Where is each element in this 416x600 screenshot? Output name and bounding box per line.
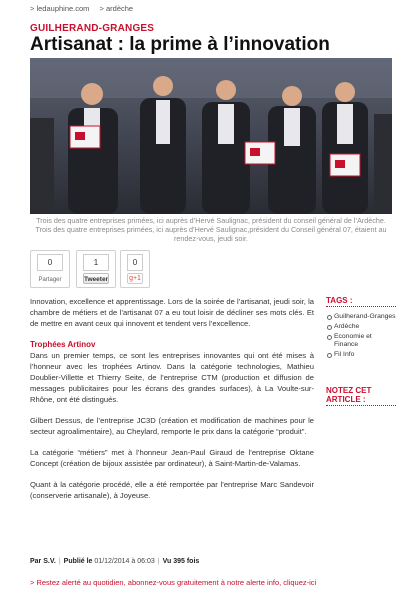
tags-title: TAGS :: [326, 296, 396, 307]
breadcrumb-link-ardeche[interactable]: > ardèche: [99, 4, 134, 13]
article-byline: Par S.V. | Publié le 01/12/2014 à 06:03 | Vu 395 fois: [30, 558, 200, 565]
share-facebook-label: Partager: [38, 277, 62, 283]
article-paragraph: Gilbert Dessus, de l’entreprise JC3D (création et modification de machines pour le secteur agroalimentaire), au Cheylard, remporte le prix dans la catégorie “produit”.: [30, 416, 314, 436]
article-body: [30, 296, 314, 511]
published-date: 01/12/2014 à 06:03: [94, 558, 155, 565]
photo-caption: Trois des quatre entreprises primées, ici auprès d’Hervé Saulignac, président du conseil général de l’Ardèche. Trois des quatre entreprises primées, ici auprès d’Hervé Saulignac,président du Conseil général 07, étaient au rendez-vous, jeudi soir.: [35, 216, 387, 244]
rating-panel: [326, 386, 396, 406]
tags-panel: [326, 296, 396, 361]
author: Par S.V.: [30, 558, 56, 565]
breadcrumb-link-home[interactable]: > ledauphine.com: [30, 4, 90, 13]
share-facebook-count: 0: [37, 254, 63, 271]
view-count: Vu 395 fois: [162, 558, 200, 565]
photo-illustration: [30, 58, 392, 214]
page-title: Artisanat : la prime à l’innovation: [30, 34, 330, 55]
tag-link[interactable]: Ardèche: [326, 323, 396, 331]
share-facebook[interactable]: [30, 250, 70, 288]
tag-link[interactable]: Fil Info: [326, 351, 396, 359]
article-intro: Innovation, excellence et apprentissage. Lors de la soirée de l’artisanat, jeudi soir, la chambre de métiers et de l’artisanat 07 a eu tout loisir de décliner ses mots clés. Et de mettre en avant ceux qui innovent et tendent vers l’excellence.: [30, 297, 314, 328]
rating-title: NOTEZ CET ARTICLE :: [326, 386, 396, 406]
article-section-title: Trophées Artinov: [30, 340, 96, 349]
share-gplus-count: 0: [127, 254, 143, 271]
article-location: GUILHERAND-GRANGES: [30, 23, 155, 34]
article-paragraph: La catégorie “métiers” met à l’honneur Jean-Paul Giraud de l’entreprise Oktane Concept (création de bijoux assistée par ordinateur), à Saint-Martin-de-Valamas.: [30, 448, 314, 468]
breadcrumb: [30, 4, 141, 13]
newsletter-alert-link[interactable]: > Restez alerté au quotidien, abonnez-vous gratuitement à notre alerte info, cliquez-ici: [30, 578, 317, 587]
share-twitter-count: 1: [83, 254, 109, 271]
share-gplus[interactable]: [120, 250, 150, 288]
article-paragraph: Dans un premier temps, ce sont les entreprises innovantes qui ont été mises à l’honneur avec les trophées Artinov. Dans la catégorie technologies, Mathieu Doublier-Villette et Thierry Seite, de l’entreprise CTM (production et diffusion de messages publicitaires pour les écrans des grandes surfaces), à La Voulte-sur-Rhône, ont été distingués.: [30, 351, 314, 404]
tag-link[interactable]: Economie et Finance: [326, 333, 396, 349]
tag-link[interactable]: Guilherand-Granges: [326, 313, 396, 321]
published-label: Publié le: [63, 558, 93, 565]
article-photo[interactable]: [30, 58, 392, 214]
article-paragraph: Quant à la catégorie procédé, elle a été remportée par l’entreprise Marc Sandevoir (conserverie artisanale), à Joyeuse.: [30, 480, 314, 500]
tweet-button[interactable]: Tweeter: [83, 273, 109, 284]
gplus-button[interactable]: g+1: [127, 273, 143, 284]
share-twitter[interactable]: [76, 250, 116, 288]
